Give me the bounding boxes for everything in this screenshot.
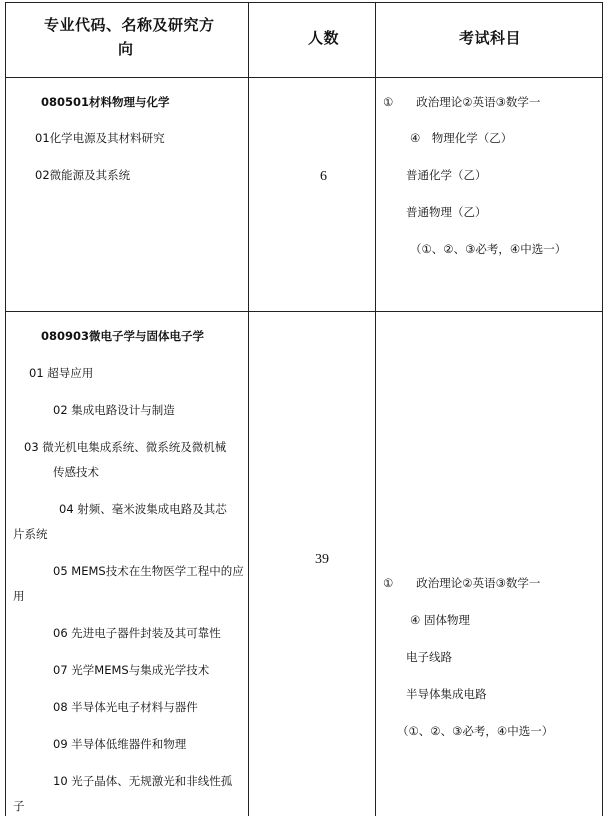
exam-subject: ④ 固体物理 [410, 613, 470, 627]
direction-item: 01化学电源及其材料研究 [35, 131, 165, 145]
exam-note: （①、②、③必考，④中选一） [410, 242, 567, 256]
column-divider-2 [375, 2, 376, 816]
column-divider-1 [248, 2, 249, 816]
direction-item: 子 [13, 799, 25, 813]
row-divider [5, 311, 603, 312]
exam-subject: ① 政治理论②英语③数学一 [383, 576, 541, 590]
direction-item: 06 先进电子器件封装及其可靠性 [53, 626, 221, 640]
header-major-cont: 向 [118, 40, 134, 58]
exam-note: （①、②、③必考，④中选一） [397, 724, 554, 738]
direction-item: 09 半导体低维器件和物理 [53, 737, 187, 751]
direction-item: 02 集成电路设计与制造 [53, 403, 175, 417]
header-count: 人数 [308, 29, 340, 47]
exam-subject: ④ 物理化学（乙） [410, 131, 513, 145]
table-border-right [602, 2, 603, 816]
direction-item: 传感技术 [53, 465, 99, 479]
direction-item: 07 光学MEMS与集成光学技术 [53, 663, 210, 677]
table-border-left [5, 2, 6, 816]
direction-item: 05 MEMS技术在生物医学工程中的应 [53, 564, 244, 578]
direction-item: 10 光子晶体、无规激光和非线性孤 [53, 774, 233, 788]
enrollment-count: 6 [320, 169, 327, 184]
enrollment-count: 39 [315, 552, 329, 567]
major-title: 080501材料物理与化学 [41, 95, 170, 109]
exam-subject: ① 政治理论②英语③数学一 [383, 95, 541, 109]
exam-subject: 普通物理（乙） [406, 205, 487, 219]
exam-subject: 电子线路 [406, 650, 452, 664]
major-title: 080903微电子学与固体电子学 [41, 329, 205, 343]
direction-item: 02微能源及其系统 [35, 168, 131, 182]
header-bottom-line [5, 77, 603, 78]
table-border-top [5, 2, 603, 3]
exam-subject: 半导体集成电路 [406, 687, 487, 701]
header-major: 专业代码、名称及研究方 [44, 16, 215, 34]
direction-item: 用 [13, 589, 25, 603]
direction-item: 01 超导应用 [29, 366, 94, 380]
direction-item: 片系统 [13, 527, 48, 541]
direction-item: 03 微光机电集成系统、微系统及微机械 [24, 440, 227, 454]
exam-subject: 普通化学（乙） [406, 168, 487, 182]
header-exam: 考试科目 [459, 29, 522, 47]
direction-item: 08 半导体光电子材料与器件 [53, 700, 198, 714]
direction-item: 04 射频、毫米波集成电路及其芯 [59, 502, 227, 516]
